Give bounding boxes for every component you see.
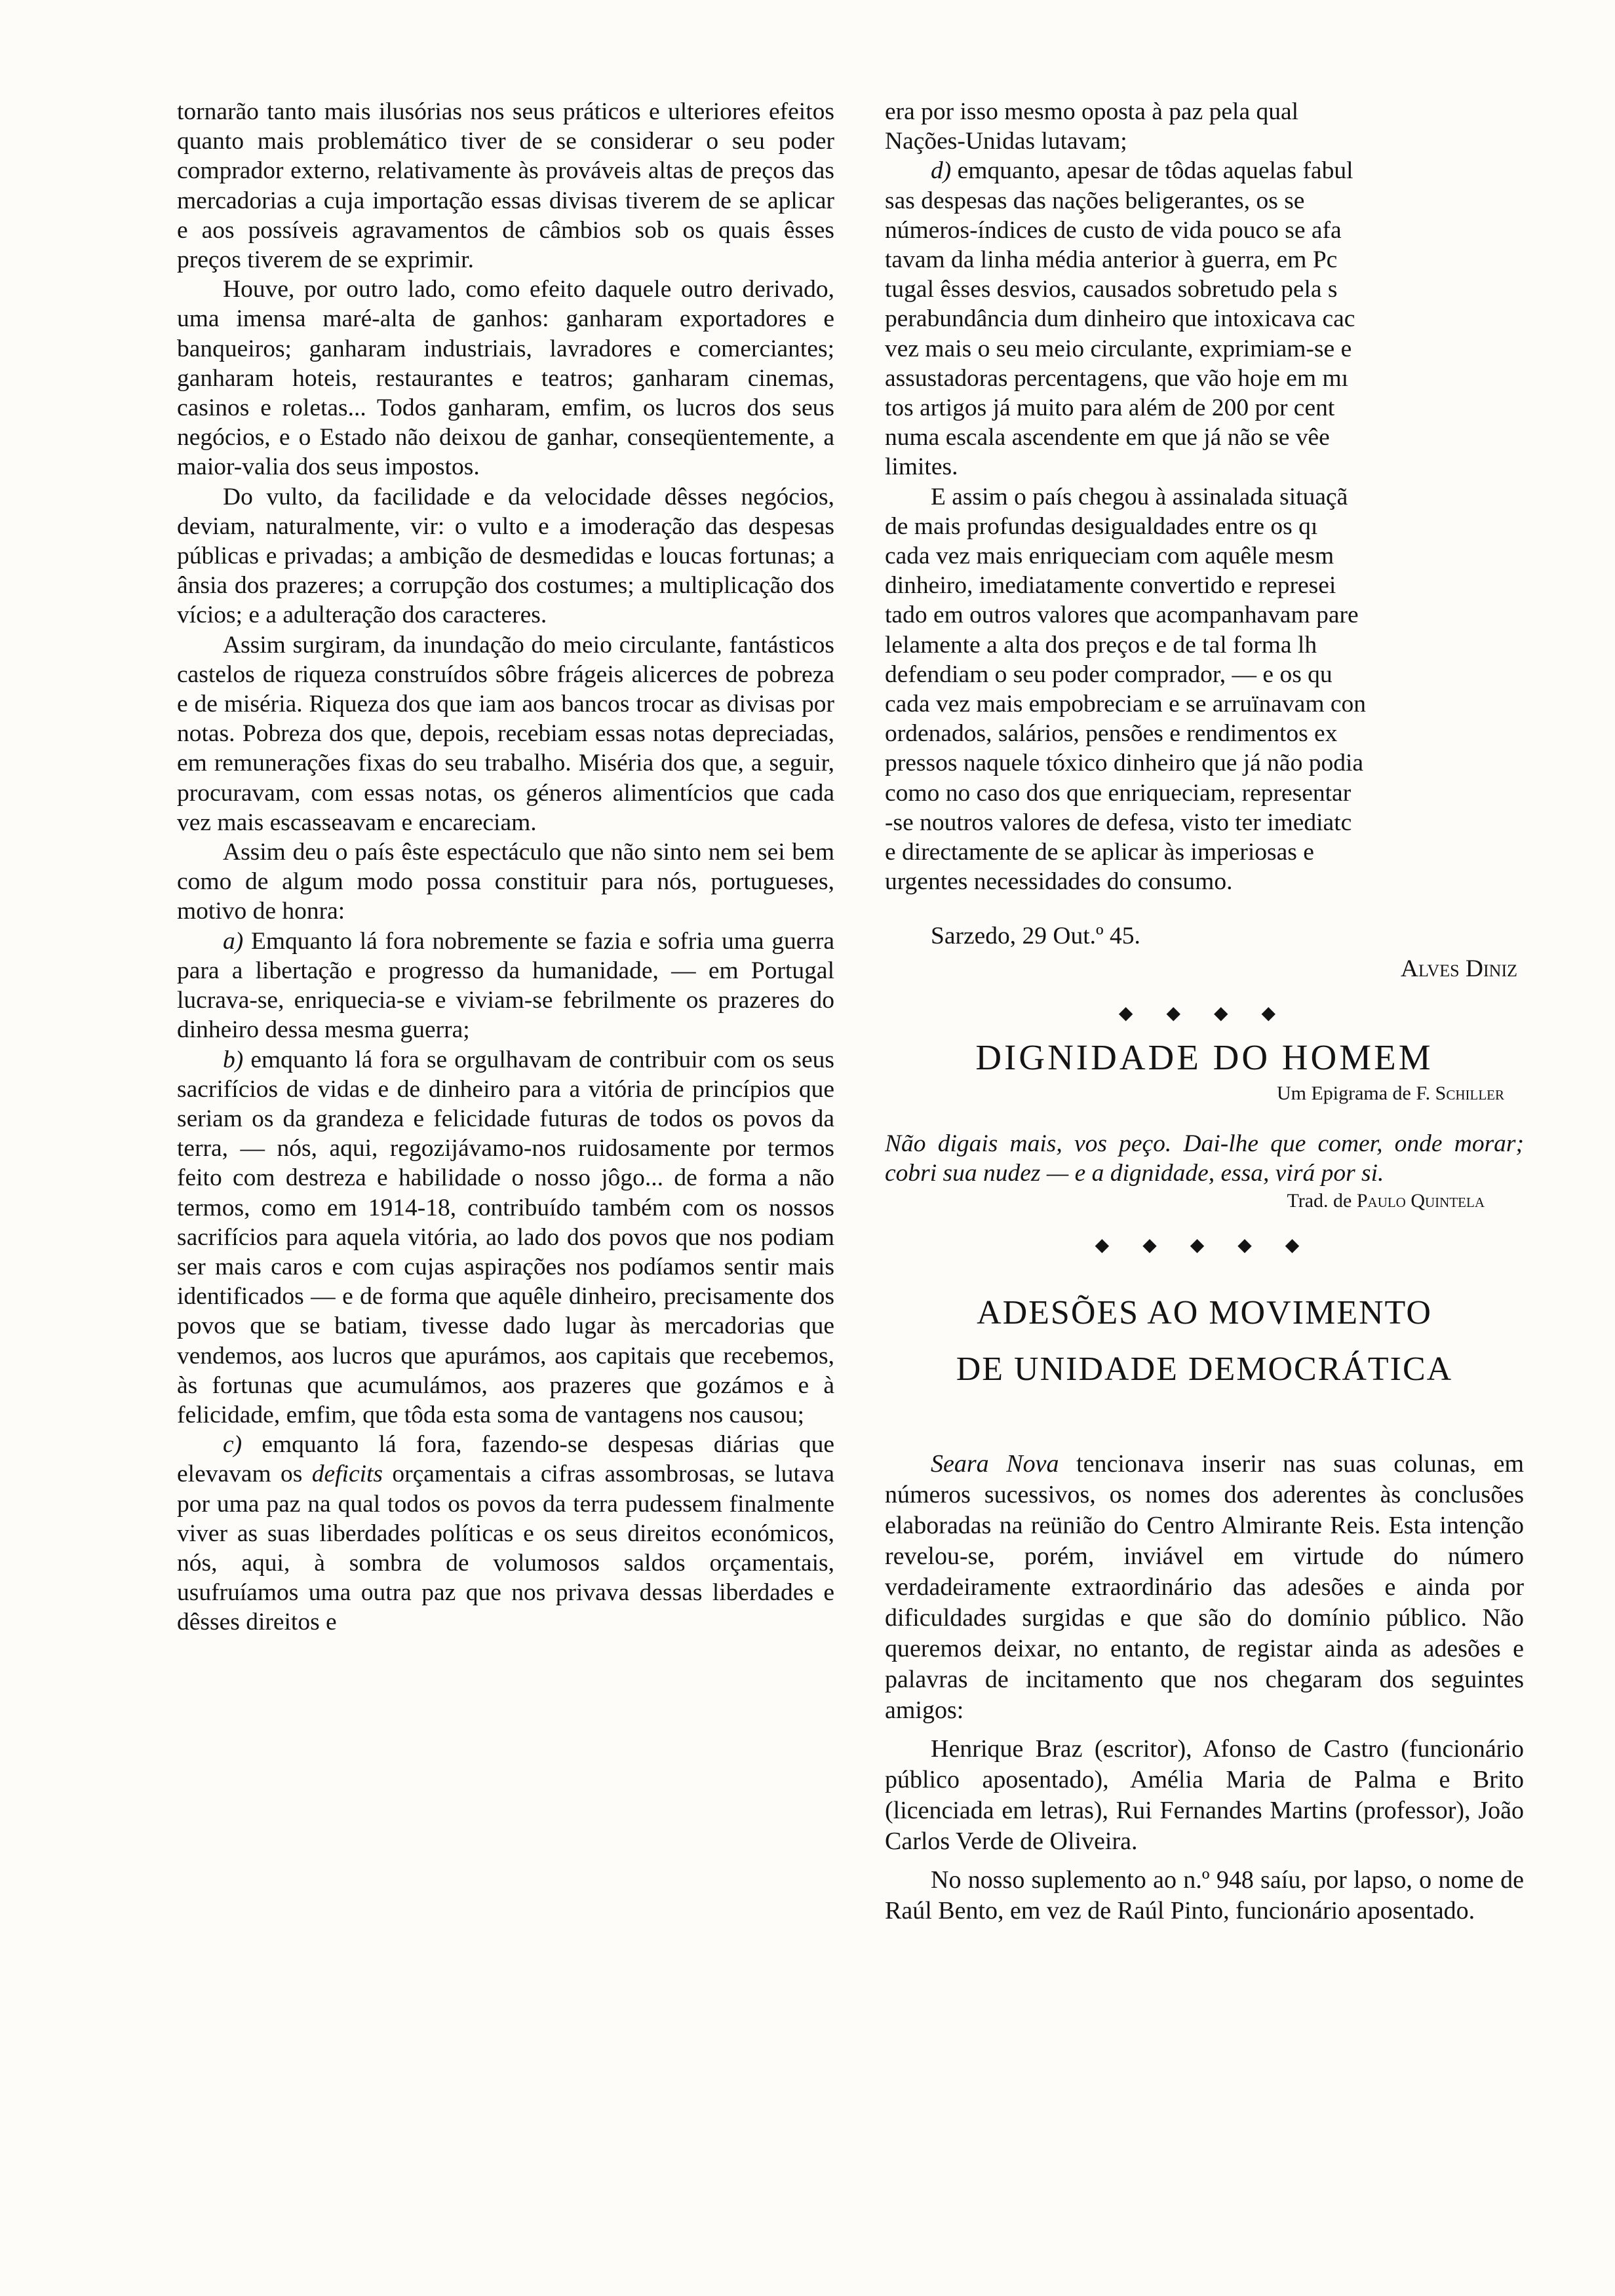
text-line: pressos naquele tóxico dinheiro que já não podia	[885, 750, 1364, 777]
text-line: de mais profundas desigualdades entre os qı	[885, 512, 1318, 540]
place-date: Sarzedo, 29 Out.º 45.	[931, 923, 1140, 950]
author-signature: Alves Diniz	[1400, 955, 1517, 982]
subtitle-prefix: Um Epigrama de F.	[1276, 1082, 1431, 1104]
item-text: Emquanto lá fora nobremente se fazia e sofria uma guerra para a libertação e progresso da humanidade, — em Portugal lucrava-se, enriquecia-se e viviam-se febrilmente os prazeres do dinheiro dessa mesma guerra;	[177, 927, 835, 1044]
text-line: E assim o país chegou à assinalada situaçã	[931, 483, 1348, 510]
text-line: lelamente a alta dos preços e de tal forma lh	[885, 631, 1317, 659]
item-text: orçamentais a cifras assombrosas, se lutava por uma paz na qual todos os povos da terra pudessem finalmente viver as suas liberdades políticas e os seus direitos económicos, nós, aqui, à sombra de volumosos saldos orçamentais, usufruíamos uma outra paz que nos privava dessas liberdades e dêsses direitos e	[177, 1461, 835, 1636]
item-label: a)	[223, 927, 244, 955]
section-title-adesoes	[885, 1285, 1524, 1398]
item-text: emquanto, apesar de tôdas aquelas fabul	[957, 157, 1353, 185]
item-text: emquanto lá fora se orgulhavam de contribuir com os seus sacrifícios de vidas e de dinheiro para a vitória de princípios que seriam os da grandeza e felicidade futuras de todos os povos da terra, — nós, aqui, regozijávamo-nos ruidosamente por termos feito com destreza e habilidade o nosso jôgo... de forma a não termos, como em 1914-18, contribuído também com os nossos sacrifícios para aquela vitória, ao lado dos povos que nos podiam ser mais caros e com cujas aspirações nos podíamos sentir mais identificados — e de forma que aquêle dinheiro, precisamente dos povos que se batiam, tivesse dado lugar às mercadorias que vendemos, aos lucros que apurámos, aos capitais que recebemos, às fortunas que acumulámos, aos prazeres que gozámos e à felicidade, emfim, que tôda esta soma de vantagens nos causou;	[177, 1046, 835, 1428]
list-item-d	[885, 156, 1524, 482]
text-line: perabundância dum dinheiro que intoxicava cac	[885, 305, 1355, 333]
paragraph: tornarão tanto mais ilusórias nos seus práticos e ulteriores efeitos quanto mais problemático tiver de se considerar o seu poder comprador externo, relativamente às prováveis altas de preços das mercadorias a cuja importação essas divisas tiverem de se aplicar e aos possíveis agravamentos de câmbios sob os quais êsses preços tiverem de se exprimir.	[177, 98, 834, 274]
paragraph: Houve, por outro lado, como efeito daquele outro derivado, uma imensa maré-alta de ganhos: ganharam exportadores e banqueiros; ganharam industriais, lavradores e comerciantes; ganharam hoteis, restaurantes e teatros; ganharam cinemas, casinos e roletas... Todos ganharam, emfim, os lucros dos seus negócios, e o Estado não deixou de ganhar, conseqüentemente, a maior-valia dos seus impostos.	[177, 276, 834, 481]
list-item-a	[177, 927, 834, 1045]
right-column	[885, 97, 1524, 1926]
ornament-divider: ◆ ◆ ◆ ◆ ◆	[1095, 1235, 1314, 1256]
text-line: era por isso mesmo oposta à paz pela qual	[885, 98, 1299, 125]
text-line	[885, 156, 1524, 185]
text-line: limites.	[885, 453, 958, 481]
text-line: e directamente de se aplicar às imperiosas e	[885, 839, 1314, 866]
text-line: Nações-Unidas lutavam;	[885, 128, 1127, 155]
item-label: c)	[223, 1431, 243, 1459]
text-line: tos artigos já muito para além de 200 por cent	[885, 394, 1335, 422]
text-line: tado em outros valores que acompanhavam pare	[885, 602, 1359, 629]
list-item-c-continuation	[885, 97, 1524, 156]
paragraph-text: tencionava inserir nas suas colunas, em números sucessivos, os nomes dos aderentes às conclusões elaboradas na reünião do Centro Almirante Reis. Esta intenção revelou-se, porém, inviável em virtude do número verdadeiramente extraordinário das adesões e ainda por dificuldades surgidas e que são do domínio público. Não queremos deixar, no entanto, de registar ainda as adesões e palavras de incitamento que nos chegaram dos seguintes amigos:	[885, 1450, 1524, 1725]
paragraph: Assim surgiram, da inundação do meio circulante, fantásticos castelos de riqueza construídos sôbre frágeis alicerces de pobreza e de miséria. Riqueza dos que iam aos bancos trocar as divisas por notas. Pobreza dos que, depois, recebiam essas notas depreciadas, em remunerações fixas do seu trabalho. Miséria dos que, a seguir, procuravam, com essas notas, os géneros alimentícios que cada vez mais escasseavam e encareciam.	[177, 631, 834, 836]
ornament-divider: ◆ ◆ ◆ ◆	[1118, 1003, 1291, 1024]
text-line: ordenados, salários, pensões e rendimentos ex	[885, 720, 1338, 748]
translator-credit	[885, 1188, 1524, 1214]
list-item-b	[177, 1045, 834, 1430]
item-text: emquanto lá fora, fazendo-se despesas diárias que elevavam os	[177, 1431, 834, 1488]
section-title-dignidade: DIGNIDADE DO HOMEM	[975, 1037, 1433, 1077]
text-line: urgentes necessidades do consumo.	[885, 868, 1233, 896]
closing-paragraph	[885, 482, 1524, 897]
adesoes-body	[885, 1449, 1524, 1926]
text-line: tugal êsses desvios, causados sobretudo pela s	[885, 276, 1338, 303]
text-line: defendiam o seu poder comprador, — e os qu	[885, 660, 1333, 688]
text-line: cada vez mais enriqueciam com aquêle mesm	[885, 543, 1334, 570]
text-line: dinheiro, imediatamente convertido e represei	[885, 572, 1336, 600]
text-line: tavam da linha média anterior à guerra, em Pc	[885, 246, 1338, 274]
item-emphasis: deficits	[311, 1461, 383, 1488]
paragraph: Do vulto, da facilidade e da velocidade dêsses negócios, deviam, naturalmente, vir: o vulto e a imoderação das despesas públicas e privadas; a ambição de desmedidas e loucas fortunas; a ânsia dos prazeres; a corrupção dos costumes; a multiplicação dos vícios; e a adulteração dos caracteres.	[177, 483, 834, 629]
title-line: DE UNIDADE DEMOCRÁTICA	[956, 1350, 1453, 1388]
subtitle-name: Schiller	[1435, 1082, 1504, 1104]
translator-prefix: Trad. de	[1287, 1190, 1352, 1212]
paragraph	[885, 1449, 1524, 1726]
list-item-c	[177, 1430, 834, 1637]
text-line: como no caso dos que enriqueciam, representar	[885, 779, 1352, 807]
text-line: assustadoras percentagens, que vão hoje em mı	[885, 364, 1349, 392]
text-line: vez mais o seu meio circulante, exprimiam-se e	[885, 335, 1352, 362]
text-line: numa escala ascendente em que já não se vêe	[885, 424, 1330, 451]
text-line: números-índices de custo de vida pouco se afa	[885, 216, 1342, 244]
item-label: d)	[931, 157, 952, 185]
text-line: sas despesas das nações beligerantes, os se	[885, 187, 1305, 214]
translator-name: Paulo Quintela	[1356, 1190, 1485, 1212]
item-label: b)	[223, 1046, 244, 1073]
paragraph: Assim deu o país êste espectáculo que não sinto nem sei bem como de algum modo possa constituir para nós, portugueses, motivo de honra:	[177, 839, 834, 925]
text-line: cada vez mais empobreciam e se arruïnavam con	[885, 691, 1367, 718]
title-line: ADESÕES AO MOVIMENTO	[977, 1294, 1432, 1332]
paragraph: No nosso suplemento ao n.º 948 saíu, por lapso, o nome de Raúl Bento, em vez de Raúl Pinto, funcionário aposentado.	[885, 1866, 1524, 1925]
epigram-text: Não digais mais, vos peço. Dai-lhe que comer, onde morar; cobri sua nudez — e a dignidade, essa, virá por si.	[885, 1130, 1524, 1187]
text-line: -se noutros valores de defesa, visto ter imediatc	[885, 809, 1352, 836]
publication-name: Seara Nova	[931, 1450, 1059, 1478]
section-subtitle	[885, 1081, 1524, 1107]
left-column	[177, 97, 834, 1637]
paragraph: Henrique Braz (escritor), Afonso de Castro (funcionário público aposentado), Amélia Maria de Palma e Brito (licenciada em letras), Rui Fernandes Martins (professor), João Carlos Verde de Oliveira.	[885, 1735, 1524, 1856]
